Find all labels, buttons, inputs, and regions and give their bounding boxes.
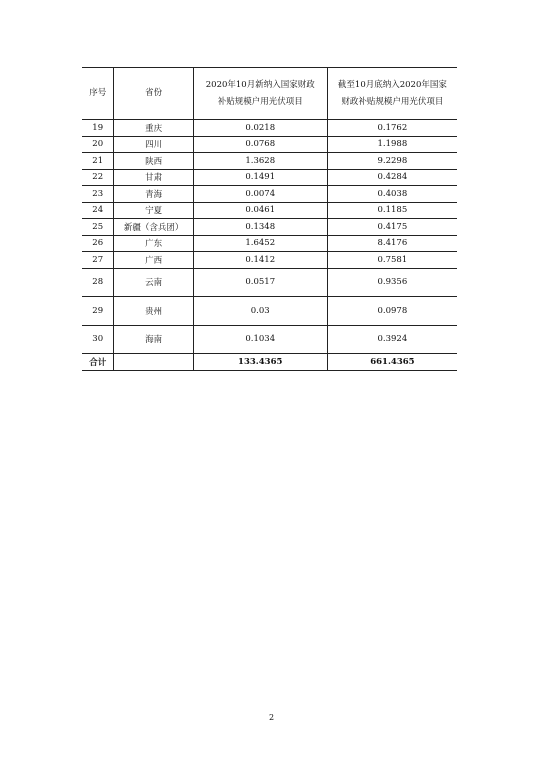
cell-index: 28 bbox=[82, 268, 114, 297]
table-row bbox=[82, 268, 457, 297]
table-row bbox=[82, 219, 457, 236]
table-row bbox=[82, 235, 457, 252]
cell-cumulative: 0.1185 bbox=[327, 202, 457, 219]
header-cumulative bbox=[327, 68, 457, 120]
cell-province: 广西 bbox=[114, 252, 193, 269]
cell-cumulative: 1.1988 bbox=[327, 136, 457, 153]
cell-province: 新疆（含兵团） bbox=[114, 219, 193, 236]
header-new-line2: 补贴规模户用光伏项目 bbox=[217, 96, 303, 107]
cell-cumulative: 9.2298 bbox=[327, 153, 457, 170]
cell-province: 云南 bbox=[114, 268, 193, 297]
cell-index: 23 bbox=[82, 186, 114, 203]
cell-cumulative: 0.9356 bbox=[327, 268, 457, 297]
cell-cumulative: 0.1762 bbox=[327, 120, 457, 137]
cell-index: 19 bbox=[82, 120, 114, 137]
table-row bbox=[82, 136, 457, 153]
cell-province: 贵州 bbox=[114, 297, 193, 326]
table-row bbox=[82, 186, 457, 203]
page-number: 2 bbox=[268, 713, 275, 722]
cell-province: 海南 bbox=[114, 325, 193, 354]
table-row bbox=[82, 169, 457, 186]
table-row bbox=[82, 120, 457, 137]
table-row bbox=[82, 202, 457, 219]
header-new-line1: 2020年10月新纳入国家财政 bbox=[205, 79, 315, 90]
table-row bbox=[82, 325, 457, 354]
cell-province: 四川 bbox=[114, 136, 193, 153]
cell-cumulative: 0.7581 bbox=[327, 252, 457, 269]
cell-new: 0.0074 bbox=[193, 186, 327, 203]
cell-index: 30 bbox=[82, 325, 114, 354]
table-row bbox=[82, 297, 457, 326]
cell-index: 26 bbox=[82, 235, 114, 252]
header-cum-line1: 截至10月底纳入2020年国家 bbox=[337, 79, 447, 90]
cell-province: 广东 bbox=[114, 235, 193, 252]
cell-index: 21 bbox=[82, 153, 114, 170]
cell-province: 陕西 bbox=[114, 153, 193, 170]
cell-cumulative: 0.0978 bbox=[327, 297, 457, 326]
table-header-row bbox=[82, 68, 457, 120]
cell-province: 宁夏 bbox=[114, 202, 193, 219]
cell-cumulative: 0.3924 bbox=[327, 325, 457, 354]
cell-cumulative: 0.4038 bbox=[327, 186, 457, 203]
cell-new: 0.1412 bbox=[193, 252, 327, 269]
subsidy-table bbox=[82, 67, 457, 371]
cell-new: 0.1348 bbox=[193, 219, 327, 236]
table-body bbox=[82, 120, 457, 371]
cell-index: 20 bbox=[82, 136, 114, 153]
header-province: 省份 bbox=[114, 68, 193, 120]
cell-new: 0.0461 bbox=[193, 202, 327, 219]
cell-new: 0.0768 bbox=[193, 136, 327, 153]
cell-cumulative: 0.4175 bbox=[327, 219, 457, 236]
cell-province: 青海 bbox=[114, 186, 193, 203]
cell-index: 29 bbox=[82, 297, 114, 326]
total-cumulative: 661.4365 bbox=[327, 354, 457, 371]
header-cum-line2: 财政补贴规模户用光伏项目 bbox=[341, 96, 444, 107]
total-row bbox=[82, 354, 457, 371]
cell-index: 24 bbox=[82, 202, 114, 219]
cell-new: 1.3628 bbox=[193, 153, 327, 170]
total-empty-cell bbox=[114, 354, 193, 371]
total-label: 合计 bbox=[82, 354, 114, 371]
cell-index: 27 bbox=[82, 252, 114, 269]
cell-province: 甘肃 bbox=[114, 169, 193, 186]
total-new: 133.4365 bbox=[193, 354, 327, 371]
cell-cumulative: 0.4284 bbox=[327, 169, 457, 186]
cell-new: 0.03 bbox=[193, 297, 327, 326]
cell-province: 重庆 bbox=[114, 120, 193, 137]
header-new bbox=[193, 68, 327, 120]
cell-new: 0.1491 bbox=[193, 169, 327, 186]
cell-index: 22 bbox=[82, 169, 114, 186]
cell-new: 0.0218 bbox=[193, 120, 327, 137]
cell-index: 25 bbox=[82, 219, 114, 236]
cell-cumulative: 8.4176 bbox=[327, 235, 457, 252]
table-row bbox=[82, 153, 457, 170]
table-row bbox=[82, 252, 457, 269]
cell-new: 1.6452 bbox=[193, 235, 327, 252]
header-index: 序号 bbox=[82, 68, 114, 120]
cell-new: 0.1034 bbox=[193, 325, 327, 354]
cell-new: 0.0517 bbox=[193, 268, 327, 297]
